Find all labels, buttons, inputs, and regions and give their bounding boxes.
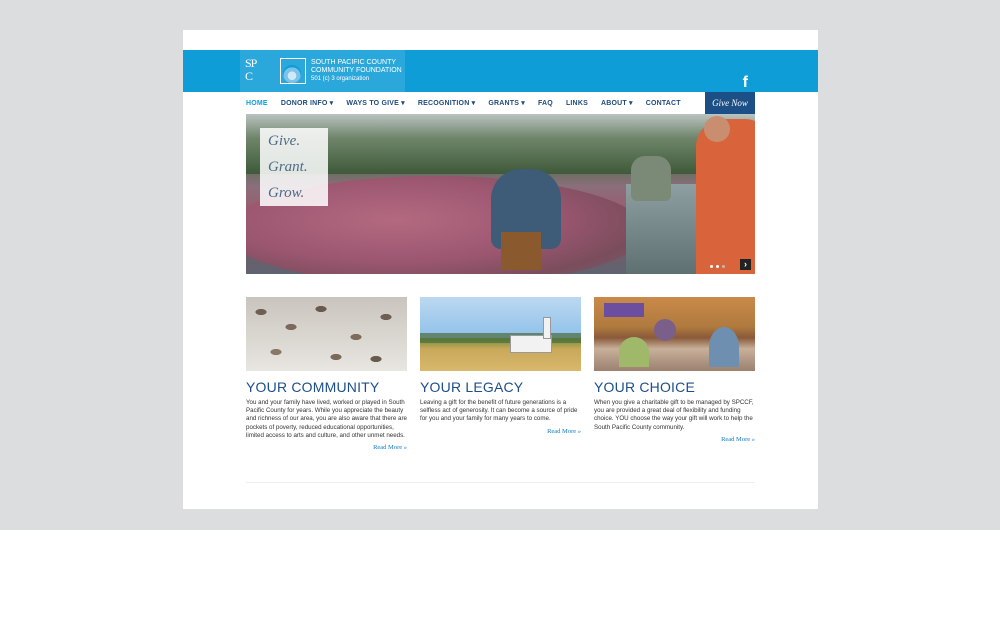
slider-next-icon[interactable]: ›	[740, 259, 751, 270]
slider-dot[interactable]	[710, 265, 713, 268]
nav-about[interactable]: ABOUT ▾	[600, 100, 633, 107]
feature-title[interactable]: YOUR LEGACY	[420, 379, 524, 395]
nav-grants[interactable]: GRANTS ▾	[488, 100, 525, 107]
slider-dots[interactable]	[710, 265, 725, 268]
hero-person-head	[704, 116, 730, 142]
classroom-person	[709, 327, 739, 367]
read-more-link[interactable]: Read More »	[547, 427, 581, 435]
church-image[interactable]	[420, 297, 581, 371]
slider-dot[interactable]	[716, 265, 719, 268]
hero-tagline: Give. Grant. Grow.	[260, 128, 328, 206]
main-nav	[246, 92, 755, 114]
feature-community	[246, 297, 407, 451]
feature-title[interactable]: YOUR CHOICE	[594, 379, 695, 395]
hero-person	[631, 156, 671, 201]
website-page	[183, 30, 818, 509]
church-trees	[420, 333, 581, 343]
church-steeple	[543, 317, 551, 339]
logo-dome-icon	[280, 58, 306, 84]
classroom-board	[604, 303, 644, 317]
feature-body: Leaving a gift for the benefit of future generations is a selfless act of generosity. It can become a source of pride for you and your family for many years to come.	[420, 399, 578, 423]
give-now-button[interactable]: Give Now	[705, 92, 755, 114]
read-more-link[interactable]: Read More »	[373, 444, 407, 452]
feature-choice	[594, 297, 755, 443]
nav-ways-to-give[interactable]: WAYS TO GIVE ▾	[346, 100, 405, 107]
classroom-image[interactable]	[594, 297, 755, 371]
nav-recognition[interactable]: RECOGNITION ▾	[417, 100, 476, 107]
facebook-icon[interactable]: f	[742, 74, 748, 91]
feature-legacy	[420, 297, 581, 435]
feature-body: You and your family have lived, worked or played in South Pacific County for years. While you appreciate the beauty and richness of our area, you are also aware that there are pockets of poverty, reduced educational opportunities, limited access to arts and culture, and other unmet needs.	[246, 399, 407, 439]
hero-slider	[246, 114, 755, 274]
hero-person-boots	[501, 232, 541, 270]
nav-donor-info[interactable]: DONOR INFO ▾	[280, 100, 334, 107]
logo-monogram: SP C	[245, 56, 257, 83]
nav-home[interactable]: HOME	[246, 99, 268, 107]
nav-contact[interactable]: CONTACT	[645, 99, 681, 107]
header-bar	[183, 50, 818, 92]
logo-text: SOUTH PACIFIC COUNTY COMMUNITY FOUNDATION 501 (c) 3 organization	[311, 59, 402, 82]
feature-title[interactable]: YOUR COMMUNITY	[246, 379, 380, 395]
footer-divider	[246, 482, 755, 483]
read-more-link[interactable]: Read More »	[721, 435, 755, 443]
classroom-person	[619, 337, 649, 367]
nav-faq[interactable]: FAQ	[537, 99, 553, 107]
site-logo[interactable]	[240, 50, 405, 92]
slider-dot[interactable]	[722, 265, 725, 268]
shorebirds-image[interactable]	[246, 297, 407, 371]
classroom-person	[654, 319, 676, 341]
feature-body: When you give a charitable gift to be managed by SPCCF, you are provided a great deal of flexibility and funding choice. YOU choose the way your gift will work to help the South Pacific County community.	[594, 399, 754, 431]
hero-person	[696, 119, 755, 274]
nav-links[interactable]: LINKS	[565, 99, 588, 107]
